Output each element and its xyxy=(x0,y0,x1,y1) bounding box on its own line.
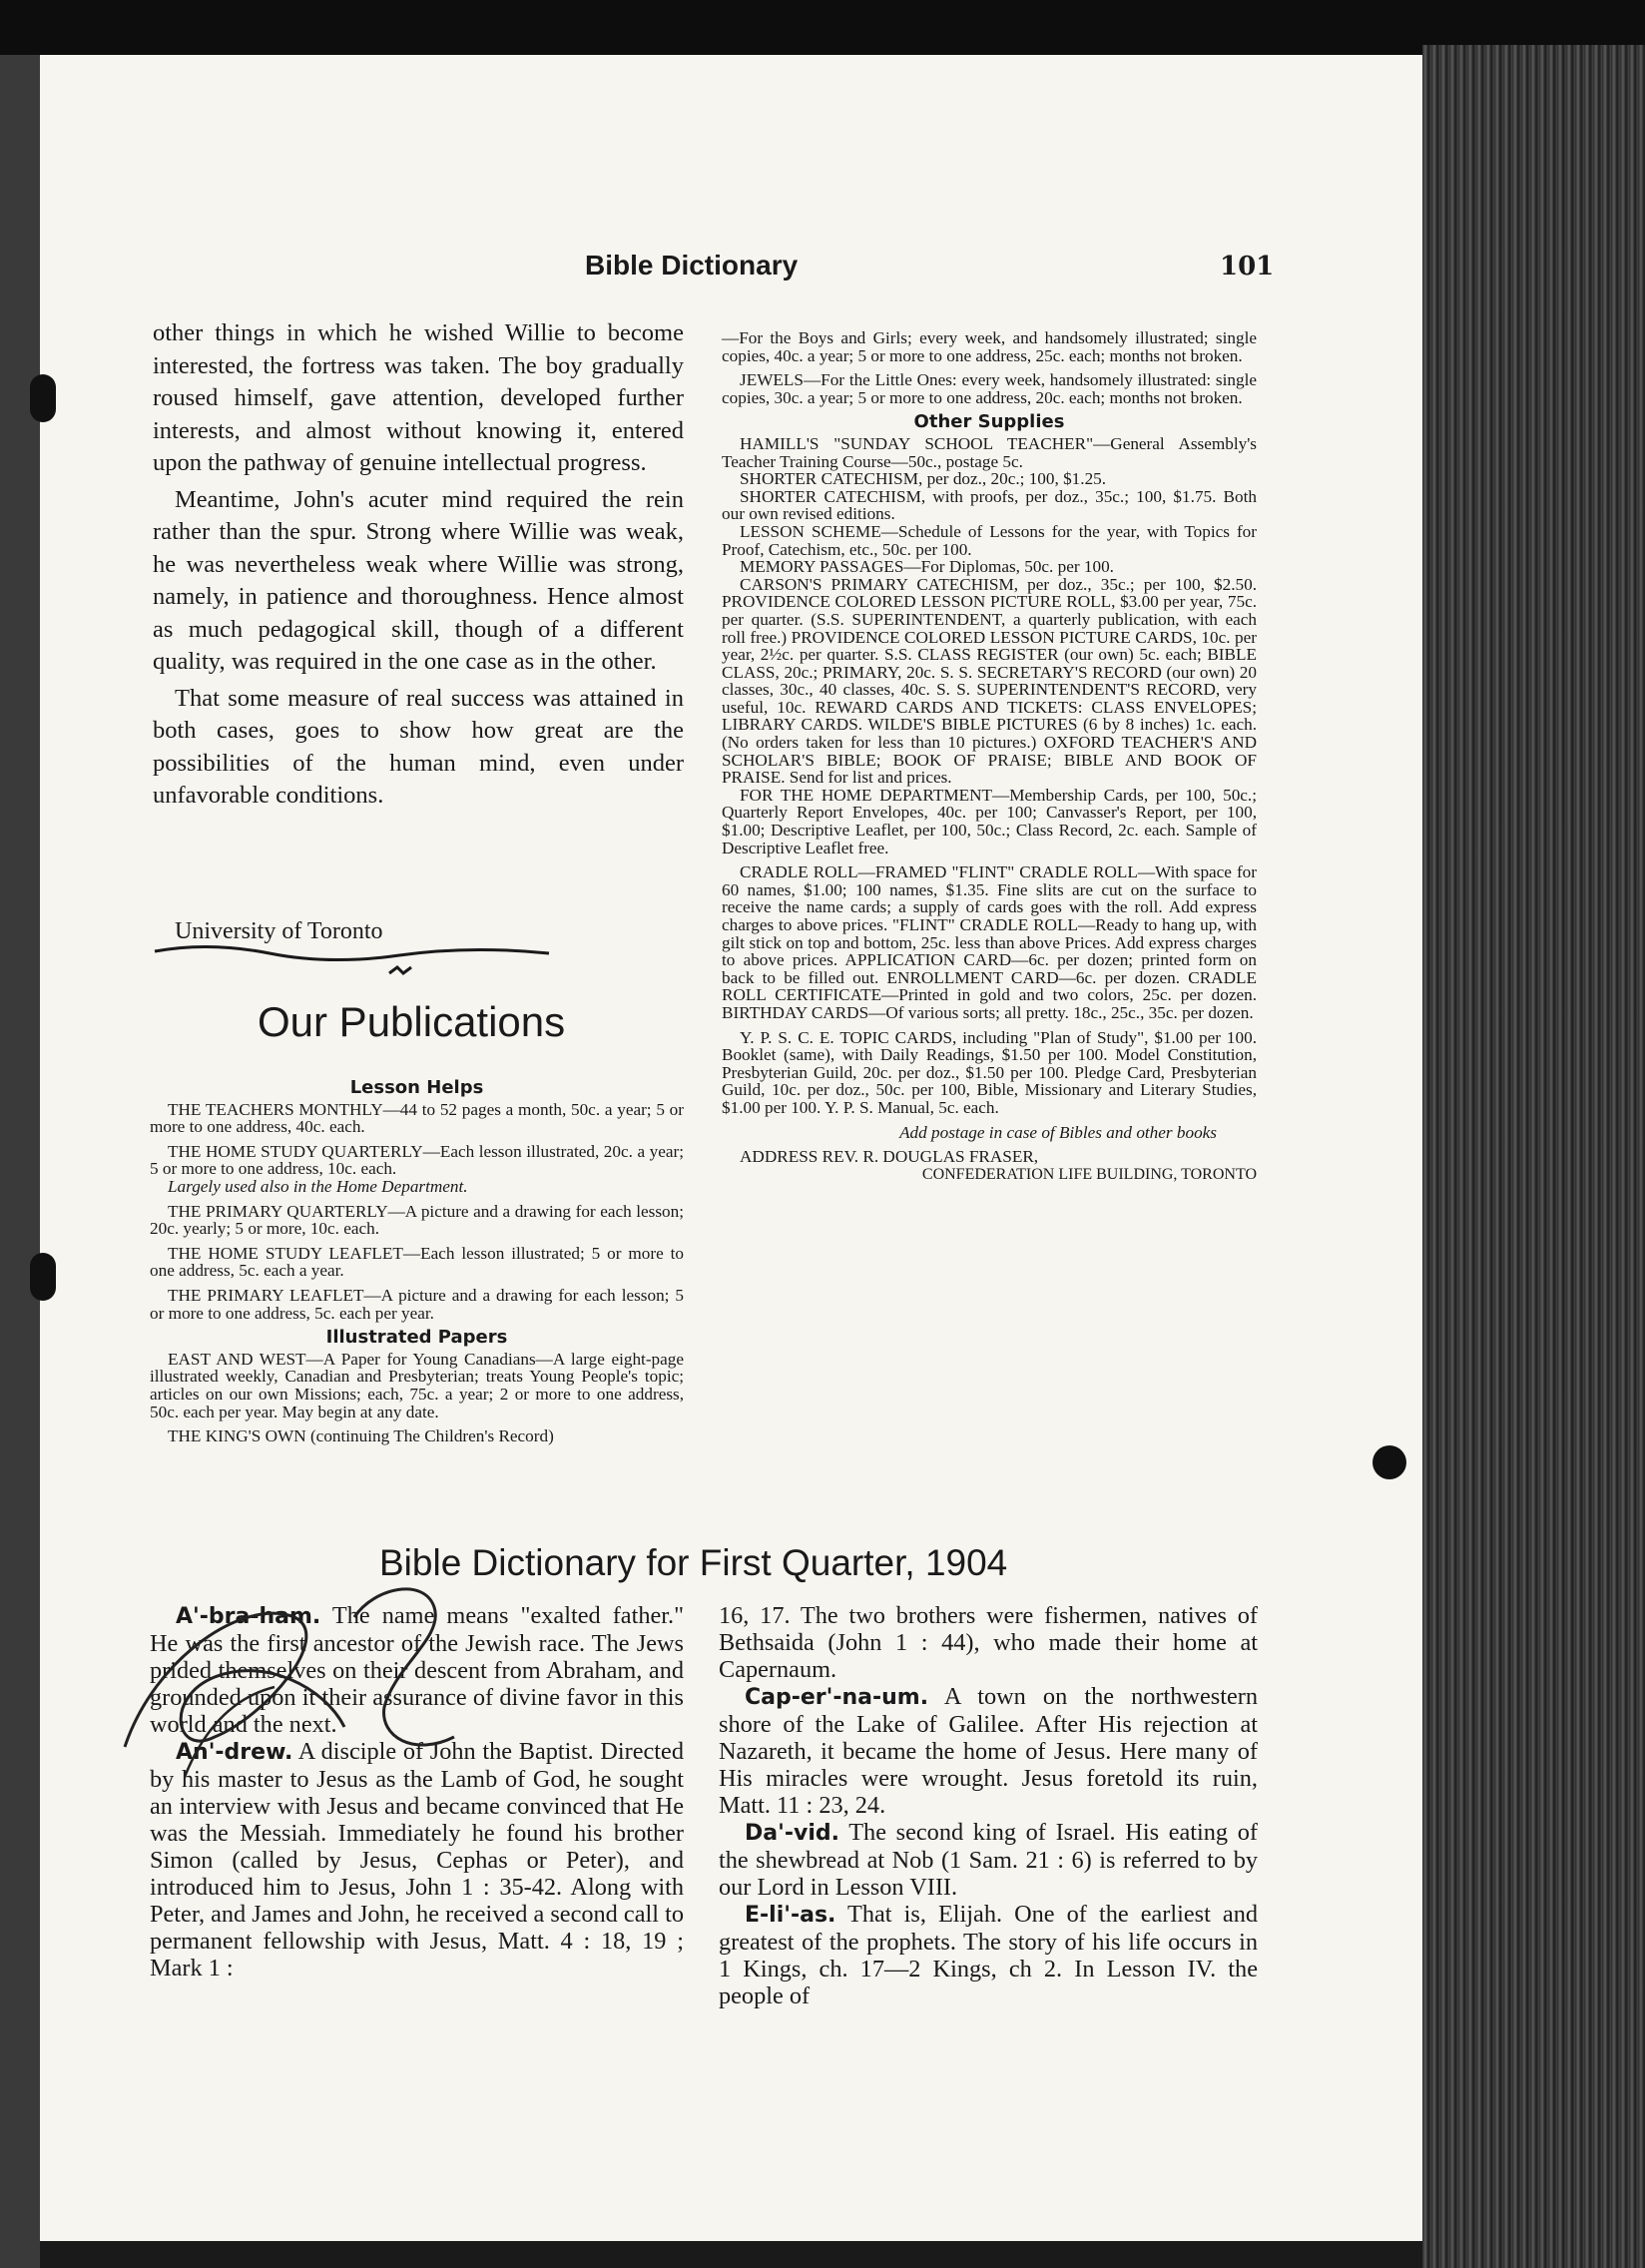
publication-entry: THE HOME STUDY LEAFLET—Each lesson illustrated; 5 or more to one address, 5c. each a year. xyxy=(150,1243,684,1281)
supply-entry: SHORTER CATECHISM, with proofs, per doz., 35c.; 100, $1.75. Both our own revised editions. xyxy=(722,486,1257,524)
publication-entry: JEWELS—For the Little Ones: every week, handsomely illustrated: single copies, 30c. a year; 5 or more to one address, 20c. each; months not broken. xyxy=(722,370,1257,407)
publication-entry: THE KING'S OWN (continuing The Children's Record) xyxy=(168,1426,554,1446)
section-heading: Lesson Helps xyxy=(349,1077,484,1098)
entry-text: A disciple of John the Baptist. Directed by his master to Jesus as the Lamb of God, he sought an interview with Jesus and became convinced that He was the Messiah. Immediately he found his brother Simon (called by Jesus, Cephas or Peter), and introduced him to Jesus, John 1 : 35-42. Along with Peter, and James and John, he received a second call to permanent fellowship with Jesus, Matt. 4 : 18, 19 ; Mark 1 : xyxy=(150,1738,684,1982)
essay-signature: University of Toronto xyxy=(175,918,383,944)
publication-entry: THE PRIMARY QUARTERLY—A picture and a drawing for each lesson; 20c. yearly; 5 or more, 10c. each. xyxy=(150,1201,684,1239)
publication-entry: EAST AND WEST—A Paper for Young Canadians—A large eight-page illustrated weekly, Canadian and Presbyterian; treats Young People's topic; articles on our own Missions; each, 75c. a year; 2 or more to one address, 50c. each per year. May begin at any date. xyxy=(150,1349,684,1421)
dictionary-continuation: 16, 17. The two brothers were fishermen, natives of Bethsaida (John 1 : 44), who made their home at Capernaum. xyxy=(719,1602,1258,1683)
address-line: ADDRESS REV. R. DOUGLAS FRASER, xyxy=(740,1147,1039,1167)
publications-column-right xyxy=(722,329,1257,1183)
binding-hole xyxy=(30,374,56,422)
publication-entry: THE PRIMARY LEAFLET—A picture and a drawing for each lesson; 5 or more to one address, 5c. each per year. xyxy=(150,1285,684,1323)
binding-hole xyxy=(30,1253,56,1301)
publications-column-left xyxy=(150,1073,684,1452)
entry-headword: An'-drew. xyxy=(176,1740,293,1765)
supply-entry: CARSON'S PRIMARY CATECHISM, per doz., 35c.; per 100, $2.50. PROVIDENCE COLORED LESSON PICTURE ROLL, $3.00 per year, 75c. per quarter. (S.S. SUPERINTENDENT, a quarterly publication, with each roll free.) PROVIDENCE COLORED LESSON PICTURE CARDS, 10c. per year, 2½c. per quarter. S.S. CLASS REGISTER (our own) 5c. each; BIBLE CLASS, 20c.; PRIMARY, 20c. S. S. SECRETARY'S RECORD (our own) 20 classes, 30c., 40 classes, 40c. S. S. SUPERINTENDENT'S RECORD, very useful, 10c. REWARD CARDS AND TICKETS: CLASS ENVELOPES; LIBRARY CARDS. WILDE'S BIBLE PICTURES (6 by 8 inches) 1c. each. (No orders taken for less than 10 pictures.) OXFORD TEACHER'S AND SCHOLAR'S BIBLE; BOOK OF PRAISE; BIBLE AND BOOK OF PRAISE. Send for list and prices. xyxy=(722,574,1257,788)
entry-headword: E-li'-as. xyxy=(745,1903,836,1928)
entry-text: A town on the northwestern shore of the Lake of Galilee. After His rejection at Nazareth, it became the home of Jesus. Here many of His miracles were wrought. Jesus foretold its ruin, Matt. 11 : 23, 24. xyxy=(719,1683,1258,1819)
essay-column xyxy=(153,317,684,817)
publications-title: Our Publications xyxy=(258,998,566,1045)
entry-headword: Cap-er'-na-um. xyxy=(745,1685,929,1710)
essay-paragraph: Meantime, John's acuter mind required the rein rather than the spur. Strong where Willie was weak, he was nevertheless weak where Willie was strong, namely, in patience and thoroughness. Hence almost as much pedagogical skill, though of a different quality, was required in the one case as in the other. xyxy=(153,485,684,675)
essay-paragraph: That some measure of real success was attained in both cases, goes to show how great are the possibilities of the human mind, even under unfavorable conditions. xyxy=(153,684,684,809)
supply-entry: FOR THE HOME DEPARTMENT—Membership Cards, per 100, 50c.; Quarterly Report Envelopes, 40c. per 100; Canvasser's Report, per 100, $1.00; Descriptive Leaflet, per 100, 50c.; Class Record, 2c. each. Sample of Descriptive Leaflet free. xyxy=(722,785,1257,857)
entry-headword: A'-bra-ham. xyxy=(176,1604,321,1629)
publication-entry: THE HOME STUDY QUARTERLY—Each lesson illustrated, 20c. a year; 5 or more to one address, 10c. each. xyxy=(150,1141,684,1179)
entry-text: That is, Elijah. One of the earliest and greatest of the prophets. The story of his life occurs in 1 Kings, ch. 17—2 Kings, ch 2. In Lesson IV. the people of xyxy=(719,1901,1258,2009)
page-number: 101 xyxy=(1220,252,1275,282)
handwritten-scribble xyxy=(95,1577,524,1807)
running-title: Bible Dictionary xyxy=(585,250,799,281)
section-heading: Illustrated Papers xyxy=(325,1327,508,1349)
entry-text: The second king of Israel. His eating of the shewbread at Nob (1 Sam. 21 : 6) is referred to by our Lord in Lesson VIII. xyxy=(719,1819,1258,1901)
publication-entry: THE TEACHERS MONTHLY—44 to 52 pages a month, 50c. a year; 5 or more to one address, 40c. each. xyxy=(150,1099,684,1137)
supply-entry: HAMILL'S "SUNDAY SCHOOL TEACHER"—General Assembly's Teacher Training Course—50c., postage 5c. xyxy=(722,433,1257,471)
postage-note: Add postage in case of Bibles and other books xyxy=(899,1122,1217,1142)
essay-paragraph: other things in which he wished Willie to become interested, the fortress was taken. The boy gradually roused himself, gave attention, developed further interests, and almost without knowing it, entered upon the pathway of genuine intellectual progress. xyxy=(153,319,684,476)
supply-entry: LESSON SCHEME—Schedule of Lessons for the year, with Topics for Proof, Catechism, etc., 50c. per 100. xyxy=(722,521,1257,559)
publication-entry: —For the Boys and Girls; every week, and handsomely illustrated; single copies, 40c. a year; 5 or more to one address, 25c. each; months not broken. xyxy=(722,328,1257,365)
supply-entry: SHORTER CATECHISM, per doz., 20c.; 100, $1.25. xyxy=(740,469,1107,489)
dictionary-column-right xyxy=(719,1602,1258,2009)
book-page-edges xyxy=(1422,45,1645,2268)
dictionary-title: Bible Dictionary for First Quarter, 1904 xyxy=(379,1542,1008,1583)
scan-top-border xyxy=(0,0,1645,60)
ink-blot xyxy=(1372,1445,1406,1479)
dictionary-entry xyxy=(719,1683,1258,1819)
dictionary-entry xyxy=(719,1901,1258,2009)
publication-note: Largely used also in the Home Department. xyxy=(168,1176,468,1196)
supply-entry: Y. P. S. C. E. TOPIC CARDS, including "Plan of Study", $1.00 per 100. Booklet (same), with Daily Readings, $1.50 per 100. Model Constitution, Presbyterian Guild, 20c. per doz., $1.50 per 100. Pledge Card, Presbyterian Guild, 10c. per doz., 50c. per 100, Bible, Missionary and Literary Studies, $1.00 per 100. Y. P. S. Manual, 5c. each. xyxy=(722,1027,1257,1117)
address-line: CONFEDERATION LIFE BUILDING, TORONTO xyxy=(921,1165,1257,1183)
entry-text: The name means "exalted father." He was the first ancestor of the Jewish race. The Jews prided themselves on their descent from Abraham, and grounded upon it their assurance of divine favor in this world and the next. xyxy=(150,1602,684,1738)
entry-headword: Da'-vid. xyxy=(745,1821,839,1846)
decorative-swash xyxy=(150,933,559,983)
supply-entry: CRADLE ROLL—FRAMED "FLINT" CRADLE ROLL—With space for 60 names, $1.00; 100 names, $1.35. Fine slits are cut on the surface to receive the name cards; a supply of cards goes with the roll. Add express charges to above prices. "FLINT" CRADLE ROLL—Ready to hang up, with gilt stick on top and bottom, 25c. less than above Prices. Add express charges to above prices. APPLICATION CARD—6c. per dozen; printed form on back to be filled out. ENROLLMENT CARD—6c. per dozen. CRADLE ROLL CERTIFICATE—Printed in gold and two colors, 25c. per dozen. BIRTHDAY CARDS—Of various sorts; all pretty. 18c., 25c., 35c. per dozen. xyxy=(722,862,1257,1022)
supply-entry: MEMORY PASSAGES—For Diplomas, 50c. per 100. xyxy=(740,557,1114,577)
section-heading: Other Supplies xyxy=(913,411,1065,433)
dictionary-entry xyxy=(719,1819,1258,1901)
